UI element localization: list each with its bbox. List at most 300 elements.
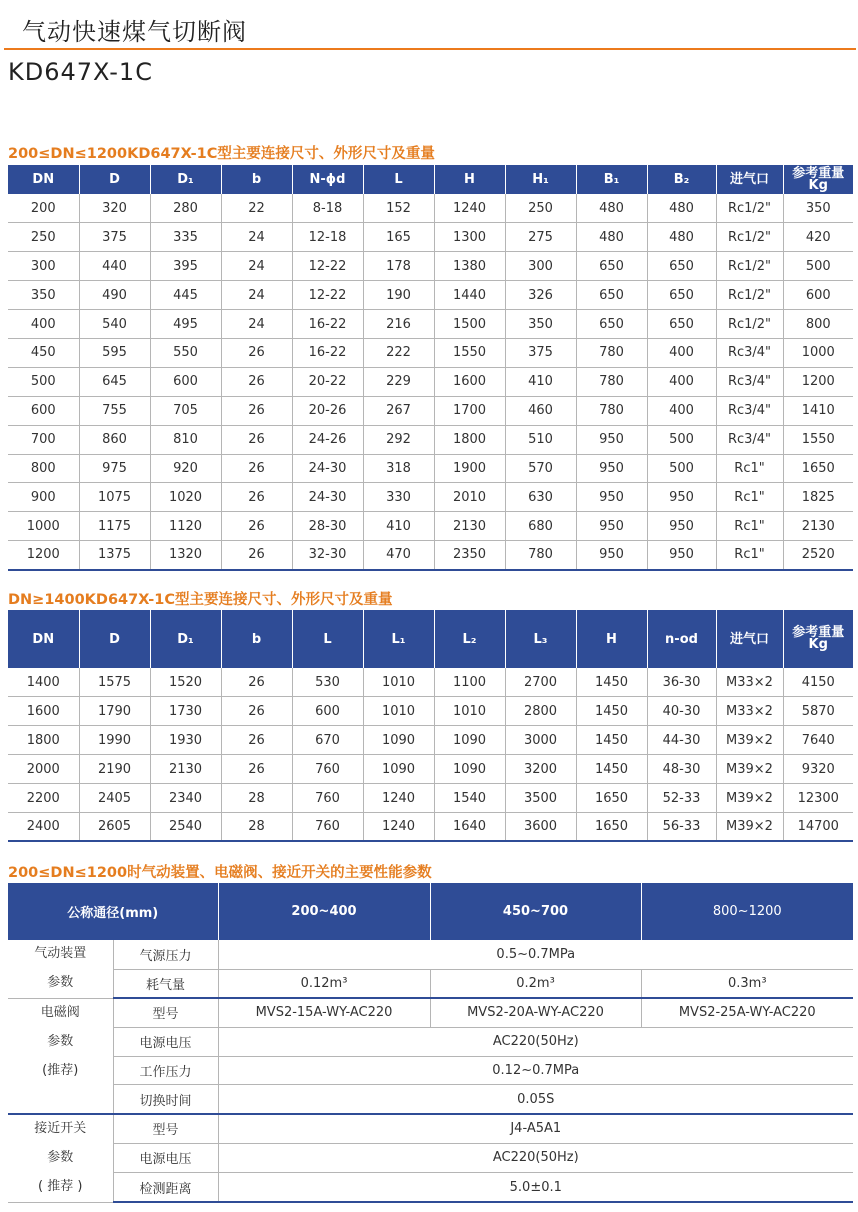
table-cell: M33×2 xyxy=(716,668,783,697)
table-cell: M39×2 xyxy=(716,755,783,784)
table-cell: 26 xyxy=(221,396,292,425)
table-cell: 216 xyxy=(363,310,434,339)
table-cell: 52-33 xyxy=(647,784,716,813)
table-cell: 292 xyxy=(363,425,434,454)
table-cell: 490 xyxy=(79,281,150,310)
table-row xyxy=(8,726,853,755)
table-cell: 20-26 xyxy=(292,396,363,425)
table-cell: 1020 xyxy=(150,483,221,512)
table-cell: 670 xyxy=(292,726,363,755)
table-cell: 300 xyxy=(8,252,79,281)
table-cell: 3200 xyxy=(505,755,576,784)
table-row xyxy=(8,281,853,310)
table-cell: Rc1/2" xyxy=(716,252,783,281)
table-cell: 1640 xyxy=(434,812,505,841)
table-cell: 950 xyxy=(576,454,647,483)
table-cell: 2700 xyxy=(505,668,576,697)
table-cell: 400 xyxy=(8,310,79,339)
group-label-line: ( 推荐 ) xyxy=(38,1178,83,1194)
table-cell: 1000 xyxy=(8,512,79,541)
table-cell: 2010 xyxy=(434,483,505,512)
table-cell: 26 xyxy=(221,367,292,396)
table-cell: 600 xyxy=(150,367,221,396)
table-cell: 460 xyxy=(505,396,576,425)
header-range-1: 200~400 xyxy=(218,883,430,940)
table-cell: 1650 xyxy=(576,812,647,841)
table-cell: 780 xyxy=(576,396,647,425)
table-cell: 500 xyxy=(783,252,853,281)
table-cell: 24 xyxy=(221,310,292,339)
column-header: H xyxy=(576,610,647,668)
table-cell: 24 xyxy=(221,281,292,310)
table-cell: 275 xyxy=(505,223,576,252)
table-cell: 1240 xyxy=(363,812,434,841)
table-cell: 2130 xyxy=(150,755,221,784)
table-cell: 530 xyxy=(292,668,363,697)
table-row xyxy=(8,1085,853,1114)
table-cell: AC220(50Hz) xyxy=(218,1143,853,1172)
column-header: B₁ xyxy=(576,165,647,194)
row-label: 检测距离 xyxy=(113,1173,218,1202)
table-row xyxy=(8,1143,853,1172)
table-cell: 1800 xyxy=(434,425,505,454)
table-cell: 3600 xyxy=(505,812,576,841)
table-cell: 1825 xyxy=(783,483,853,512)
table-cell: Rc1" xyxy=(716,512,783,541)
table-cell: M39×2 xyxy=(716,812,783,841)
table-cell: 1000 xyxy=(783,338,853,367)
table-cell: 24-30 xyxy=(292,454,363,483)
table-cell: 440 xyxy=(79,252,150,281)
table-cell: 420 xyxy=(783,223,853,252)
table-cell: 2800 xyxy=(505,697,576,726)
page-title: 气动快速煤气切断阀 xyxy=(22,18,247,46)
table-cell: 1600 xyxy=(434,367,505,396)
table-cell: Rc3/4" xyxy=(716,367,783,396)
table-cell: 2605 xyxy=(79,812,150,841)
table-cell: 1010 xyxy=(363,697,434,726)
table-cell: 350 xyxy=(783,194,853,223)
table-cell: M33×2 xyxy=(716,697,783,726)
table-cell: 24-26 xyxy=(292,425,363,454)
table-cell: 28 xyxy=(221,784,292,813)
table-cell: AC220(50Hz) xyxy=(218,1027,853,1056)
table-cell: 1400 xyxy=(8,668,79,697)
table-cell: 16-22 xyxy=(292,338,363,367)
group-label-line: 接近开关 xyxy=(34,1120,87,1136)
table-cell: 400 xyxy=(647,367,716,396)
table-cell: 650 xyxy=(647,252,716,281)
table-cell: 22 xyxy=(221,194,292,223)
table-cell: 267 xyxy=(363,396,434,425)
table-cell: 500 xyxy=(647,425,716,454)
table-cell: 375 xyxy=(505,338,576,367)
column-header: L₃ xyxy=(505,610,576,668)
table-cell: 0.5~0.7MPa xyxy=(218,940,853,969)
column-header: n-od xyxy=(647,610,716,668)
table-cell: MVS2-25A-WY-AC220 xyxy=(641,998,853,1027)
pneumatic-group-label xyxy=(8,940,113,998)
group-label-line: 气动装置 xyxy=(34,946,87,961)
table-cell: 1900 xyxy=(434,454,505,483)
table-cell: 2400 xyxy=(8,812,79,841)
table-cell: 395 xyxy=(150,252,221,281)
table-cell: 650 xyxy=(576,281,647,310)
table-cell: 2520 xyxy=(783,541,853,570)
table-cell: 0.05S xyxy=(218,1085,853,1114)
table-row xyxy=(8,1056,853,1085)
table-cell: 1200 xyxy=(783,367,853,396)
table-row xyxy=(8,755,853,784)
table-cell: 1100 xyxy=(434,668,505,697)
table2-body xyxy=(8,668,853,841)
table-cell: 755 xyxy=(79,396,150,425)
table-cell: 1550 xyxy=(783,425,853,454)
table-row xyxy=(8,252,853,281)
table-cell: 26 xyxy=(221,425,292,454)
table-cell: 410 xyxy=(505,367,576,396)
table-cell: 1010 xyxy=(434,697,505,726)
proximity-group-label xyxy=(8,1114,113,1202)
table-cell: 318 xyxy=(363,454,434,483)
table-cell: 2190 xyxy=(79,755,150,784)
table-cell: 350 xyxy=(505,310,576,339)
table-cell: 1090 xyxy=(434,726,505,755)
table-cell: 44-30 xyxy=(647,726,716,755)
table-cell: 650 xyxy=(647,281,716,310)
table-cell: 3500 xyxy=(505,784,576,813)
column-header: L xyxy=(292,610,363,668)
column-header: L₁ xyxy=(363,610,434,668)
table-cell: 0.12~0.7MPa xyxy=(218,1056,853,1085)
table-cell: 480 xyxy=(647,223,716,252)
column-header: D xyxy=(79,165,150,194)
table-cell: 975 xyxy=(79,454,150,483)
table-cell: 326 xyxy=(505,281,576,310)
table-cell: Rc1/2" xyxy=(716,223,783,252)
table-cell: Rc3/4" xyxy=(716,338,783,367)
table-cell: 3000 xyxy=(505,726,576,755)
table-cell: 24 xyxy=(221,252,292,281)
table-cell: 1450 xyxy=(576,697,647,726)
table-cell: 2405 xyxy=(79,784,150,813)
column-header: D xyxy=(79,610,150,668)
table-cell: Rc1" xyxy=(716,483,783,512)
table2-header-row xyxy=(8,610,853,668)
table-cell: 1240 xyxy=(363,784,434,813)
table-row xyxy=(8,940,853,969)
table-cell: 645 xyxy=(79,367,150,396)
table-cell: 14700 xyxy=(783,812,853,841)
table-cell: 28 xyxy=(221,812,292,841)
table-cell: 920 xyxy=(150,454,221,483)
column-header: H xyxy=(434,165,505,194)
table-cell: MVS2-20A-WY-AC220 xyxy=(430,998,641,1027)
table-row xyxy=(8,784,853,813)
table-cell: 1730 xyxy=(150,697,221,726)
table-cell: 24 xyxy=(221,223,292,252)
table-cell: 500 xyxy=(647,454,716,483)
header-range-3: 800~1200 xyxy=(641,883,853,940)
table2-title: DN≥1400KD647X-1C型主要连接尺寸、外形尺寸及重量 xyxy=(8,592,393,608)
table-cell: 950 xyxy=(647,512,716,541)
table-cell: Rc1" xyxy=(716,454,783,483)
table-row xyxy=(8,969,853,998)
table-cell: 470 xyxy=(363,541,434,570)
table-cell: 335 xyxy=(150,223,221,252)
table-cell: 2130 xyxy=(783,512,853,541)
table-cell: 680 xyxy=(505,512,576,541)
table-cell: 5870 xyxy=(783,697,853,726)
table-row xyxy=(8,998,853,1027)
table-cell: 26 xyxy=(221,726,292,755)
table-cell: 330 xyxy=(363,483,434,512)
table-cell: 2350 xyxy=(434,541,505,570)
table-row xyxy=(8,396,853,425)
table-cell: 1550 xyxy=(434,338,505,367)
table-cell: 190 xyxy=(363,281,434,310)
column-header: b xyxy=(221,610,292,668)
column-header: 参考重量 Kg xyxy=(783,165,853,194)
table-cell: 280 xyxy=(150,194,221,223)
table-cell: 1450 xyxy=(576,668,647,697)
table-cell: 12-22 xyxy=(292,281,363,310)
row-label: 工作压力 xyxy=(113,1056,218,1085)
table1-body xyxy=(8,194,853,570)
table-cell: 1380 xyxy=(434,252,505,281)
table-cell: 7640 xyxy=(783,726,853,755)
table-cell: 445 xyxy=(150,281,221,310)
column-header: L xyxy=(363,165,434,194)
table-row xyxy=(8,367,853,396)
table-cell: 950 xyxy=(647,541,716,570)
table-cell: 1600 xyxy=(8,697,79,726)
column-header: b xyxy=(221,165,292,194)
table-cell: Rc3/4" xyxy=(716,396,783,425)
column-header: D₁ xyxy=(150,610,221,668)
table-cell: 630 xyxy=(505,483,576,512)
table-cell: 28-30 xyxy=(292,512,363,541)
table-cell: 1450 xyxy=(576,726,647,755)
table-cell: 300 xyxy=(505,252,576,281)
table-cell: 1440 xyxy=(434,281,505,310)
row-label: 型号 xyxy=(113,1114,218,1143)
column-header: B₂ xyxy=(647,165,716,194)
column-header: L₂ xyxy=(434,610,505,668)
table-cell: 2200 xyxy=(8,784,79,813)
table-cell: 780 xyxy=(576,367,647,396)
column-header: DN xyxy=(8,610,79,668)
dimension-table-small xyxy=(8,165,853,571)
table-cell: 810 xyxy=(150,425,221,454)
table-cell: 1075 xyxy=(79,483,150,512)
table-cell: 860 xyxy=(79,425,150,454)
table-cell: 48-30 xyxy=(647,755,716,784)
table-cell: 400 xyxy=(647,338,716,367)
table-cell: 760 xyxy=(292,755,363,784)
table-cell: 1790 xyxy=(79,697,150,726)
group-label-line: 电磁阀 xyxy=(40,1004,80,1020)
table-cell: 12300 xyxy=(783,784,853,813)
table-cell: 0.3m³ xyxy=(641,969,853,998)
column-header: H₁ xyxy=(505,165,576,194)
table3-title: 200≤DN≤1200时气动装置、电磁阀、接近开关的主要性能参数 xyxy=(8,865,432,881)
table-cell: 152 xyxy=(363,194,434,223)
table-row xyxy=(8,668,853,697)
row-label: 电源电压 xyxy=(113,1143,218,1172)
title-divider xyxy=(4,48,856,50)
table-cell: 760 xyxy=(292,812,363,841)
table-cell: 36-30 xyxy=(647,668,716,697)
table-cell: 12-22 xyxy=(292,252,363,281)
table-row xyxy=(8,1114,853,1143)
table-cell: 26 xyxy=(221,697,292,726)
table-cell: 1800 xyxy=(8,726,79,755)
table-cell: 800 xyxy=(8,454,79,483)
table-cell: 2540 xyxy=(150,812,221,841)
table-cell: 700 xyxy=(8,425,79,454)
table-cell: 800 xyxy=(783,310,853,339)
table-cell: 950 xyxy=(576,541,647,570)
table-cell: 12-18 xyxy=(292,223,363,252)
group-label-line: 参数 xyxy=(47,1149,74,1165)
row-label: 型号 xyxy=(113,998,218,1027)
table-row xyxy=(8,812,853,841)
table-cell: Rc1" xyxy=(716,541,783,570)
table-cell: 250 xyxy=(8,223,79,252)
table-cell: 1375 xyxy=(79,541,150,570)
table-cell: 26 xyxy=(221,454,292,483)
table-cell: 8-18 xyxy=(292,194,363,223)
table-cell: 600 xyxy=(8,396,79,425)
table-cell: 320 xyxy=(79,194,150,223)
table-cell: 650 xyxy=(647,310,716,339)
group-label-line: 参数 xyxy=(47,974,74,990)
table-cell: 1540 xyxy=(434,784,505,813)
table-cell: 1320 xyxy=(150,541,221,570)
column-header: N-ϕd xyxy=(292,165,363,194)
table-cell: 1175 xyxy=(79,512,150,541)
table-cell: 40-30 xyxy=(647,697,716,726)
table-cell: 26 xyxy=(221,755,292,784)
solenoid-group-label xyxy=(8,998,113,1114)
table-cell: 950 xyxy=(647,483,716,512)
table-cell: MVS2-15A-WY-AC220 xyxy=(218,998,430,1027)
table-cell: 570 xyxy=(505,454,576,483)
performance-table xyxy=(8,883,853,1203)
column-header: 进气口 xyxy=(716,610,783,668)
table-cell: 495 xyxy=(150,310,221,339)
table-cell: 375 xyxy=(79,223,150,252)
table-cell: 1700 xyxy=(434,396,505,425)
table-cell: 500 xyxy=(8,367,79,396)
table-cell: 900 xyxy=(8,483,79,512)
table-cell: 950 xyxy=(576,425,647,454)
table-cell: 1930 xyxy=(150,726,221,755)
header-range-2: 450~700 xyxy=(430,883,641,940)
table-cell: 1990 xyxy=(79,726,150,755)
table-cell: 410 xyxy=(363,512,434,541)
table-row xyxy=(8,425,853,454)
table-row xyxy=(8,454,853,483)
row-label: 耗气量 xyxy=(113,969,218,998)
row-label: 电源电压 xyxy=(113,1027,218,1056)
table-cell: 1450 xyxy=(576,755,647,784)
column-header: DN xyxy=(8,165,79,194)
table-cell: 229 xyxy=(363,367,434,396)
table-cell: 780 xyxy=(576,338,647,367)
table-row xyxy=(8,483,853,512)
table-cell: 178 xyxy=(363,252,434,281)
table-cell: M39×2 xyxy=(716,784,783,813)
table-cell: 26 xyxy=(221,541,292,570)
table-row xyxy=(8,541,853,570)
table-cell: 1120 xyxy=(150,512,221,541)
table-cell: 1650 xyxy=(783,454,853,483)
table-cell: 2130 xyxy=(434,512,505,541)
table-cell: 1090 xyxy=(363,726,434,755)
header-nominal-diameter: 公称通径(mm) xyxy=(8,883,218,940)
table1-header-row xyxy=(8,165,853,194)
table-cell: 1650 xyxy=(576,784,647,813)
table-cell: 480 xyxy=(647,194,716,223)
dimension-table-large xyxy=(8,610,853,842)
group-label-line: (推荐) xyxy=(42,1062,79,1078)
table-cell: 1010 xyxy=(363,668,434,697)
table-cell: 480 xyxy=(576,194,647,223)
table-row xyxy=(8,697,853,726)
row-label: 气源压力 xyxy=(113,940,218,969)
column-header: D₁ xyxy=(150,165,221,194)
table-cell: 1575 xyxy=(79,668,150,697)
table3-header-row xyxy=(8,883,853,940)
group-label-line: 参数 xyxy=(47,1033,74,1049)
table-cell: 350 xyxy=(8,281,79,310)
table-cell: 26 xyxy=(221,483,292,512)
table-row xyxy=(8,310,853,339)
table-cell: Rc1/2" xyxy=(716,281,783,310)
table-cell: M39×2 xyxy=(716,726,783,755)
table-cell: 600 xyxy=(292,697,363,726)
column-header: 进气口 xyxy=(716,165,783,194)
table-row xyxy=(8,1173,853,1202)
table-cell: 26 xyxy=(221,668,292,697)
table-cell: 650 xyxy=(576,310,647,339)
table-cell: 0.12m³ xyxy=(218,969,430,998)
table-cell: 32-30 xyxy=(292,541,363,570)
table-cell: 450 xyxy=(8,338,79,367)
table-cell: J4-A5A1 xyxy=(218,1114,853,1143)
table-cell: 1300 xyxy=(434,223,505,252)
table-row xyxy=(8,338,853,367)
table-cell: 595 xyxy=(79,338,150,367)
table-cell: 510 xyxy=(505,425,576,454)
table-cell: 1500 xyxy=(434,310,505,339)
table-cell: 165 xyxy=(363,223,434,252)
table-cell: 200 xyxy=(8,194,79,223)
table-cell: 20-22 xyxy=(292,367,363,396)
table-cell: 1090 xyxy=(434,755,505,784)
table-row xyxy=(8,512,853,541)
table-cell: 1090 xyxy=(363,755,434,784)
table-row xyxy=(8,194,853,223)
table-cell: 4150 xyxy=(783,668,853,697)
model-number: KD647X-1C xyxy=(8,58,153,86)
table-cell: 1240 xyxy=(434,194,505,223)
table1-title: 200≤DN≤1200KD647X-1C型主要连接尺寸、外形尺寸及重量 xyxy=(8,146,435,162)
table-cell: 9320 xyxy=(783,755,853,784)
table-cell: 24-30 xyxy=(292,483,363,512)
